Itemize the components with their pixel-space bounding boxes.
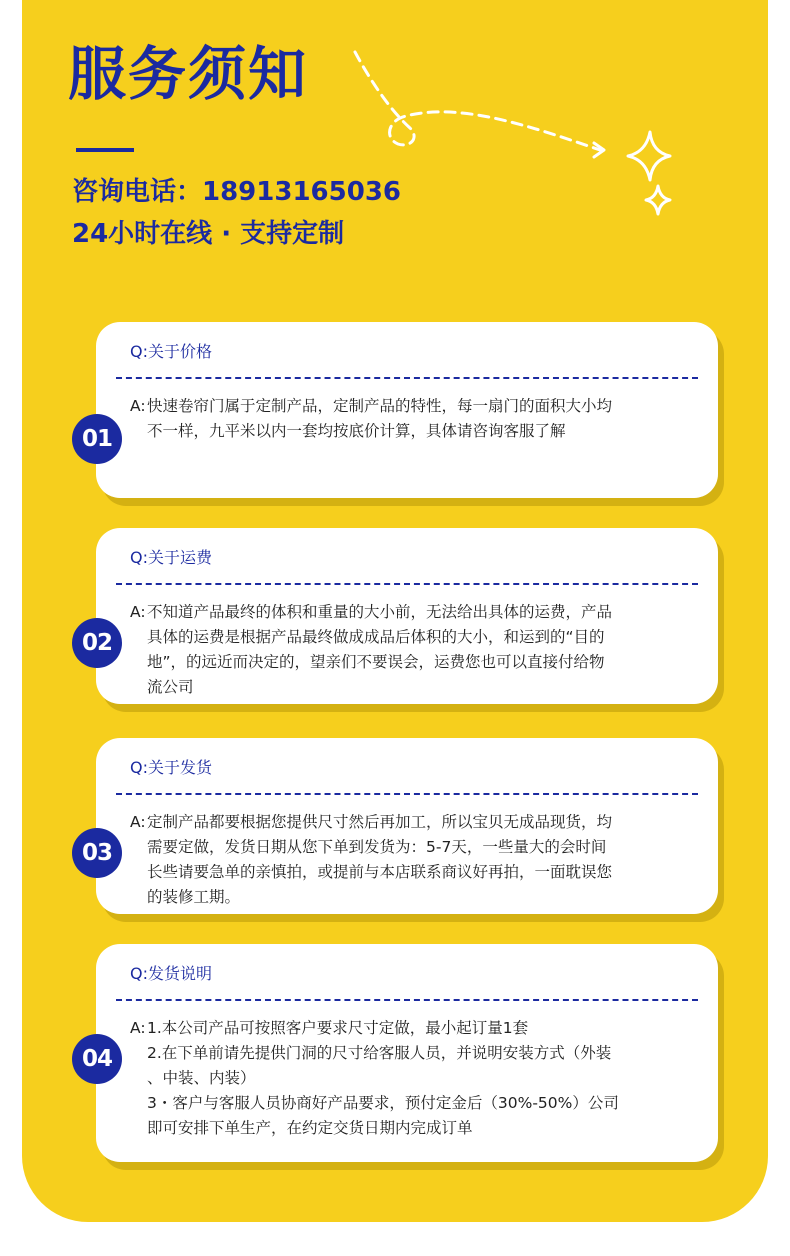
- answer-line: 、中装、内装）: [147, 1069, 256, 1087]
- faq-number-badge: 04: [72, 1034, 122, 1084]
- dashed-divider: [116, 793, 698, 795]
- answer-line: 流公司: [147, 678, 194, 696]
- faq-question: Q:关于运费: [130, 548, 212, 567]
- answer-line: 地”，的远近而决定的，望亲们不要误会，运费您也可以直接付给物: [147, 653, 605, 671]
- faq-number-badge: 02: [72, 618, 122, 668]
- faq-number-badge: 03: [72, 828, 122, 878]
- faq-card-delivery-notes: [96, 944, 718, 1162]
- answer-line: 2.在下单前请先提供门洞的尺寸给客服人员，并说明安装方式（外装: [147, 1044, 612, 1062]
- faq-card-delivery: [96, 738, 718, 914]
- faq-question: Q:关于发货: [130, 758, 212, 777]
- faq-answer: [130, 394, 696, 444]
- answer-line: 长些请要急单的亲慎拍，或提前与本店联系商议好再拍，一面耽误您: [147, 863, 613, 881]
- dashed-divider: [116, 377, 698, 379]
- answer-line: 快速卷帘门属于定制产品，定制产品的特性，每一扇门的面积大小均: [147, 397, 613, 415]
- faq-answer: [130, 600, 696, 700]
- title-underline: [76, 148, 134, 152]
- faq-number-badge: 01: [72, 414, 122, 464]
- faq-card-shipping-fee: [96, 528, 718, 704]
- tagline: 24小时在线 · 支持定制: [72, 219, 345, 249]
- answer-line: 定制产品都要根据您提供尺寸然后再加工，所以宝贝无成品现货，均: [147, 813, 613, 831]
- answer-prefix: A:: [130, 813, 146, 831]
- answer-line: 不一样，九平米以内一套均按底价计算，具体请咨询客服了解: [147, 422, 566, 440]
- answer-prefix: A:: [130, 1019, 146, 1037]
- answer-line: 需要定做，发货日期从您下单到发货为：5-7天，一些量大的会时间: [147, 838, 607, 856]
- faq-question: Q:发货说明: [130, 964, 212, 983]
- faq-answer: [130, 810, 696, 910]
- faq-answer: [130, 1016, 696, 1141]
- answer-line: 的装修工期。: [147, 888, 241, 906]
- phone-line: 咨询电话：18913165036: [72, 177, 401, 207]
- answer-line: 即可安排下单生产，在约定交货日期内完成订单: [147, 1119, 473, 1137]
- dashed-divider: [116, 999, 698, 1001]
- answer-line: 3・客户与客服人员协商好产品要求，预付定金后（30%-50%）公司: [147, 1094, 619, 1112]
- answer-line: 1.本公司产品可按照客户要求尺寸定做，最小起订量1套: [147, 1019, 529, 1037]
- answer-prefix: A:: [130, 603, 146, 621]
- answer-line: 不知道产品最终的体积和重量的大小前，无法给出具体的运费，产品: [147, 603, 613, 621]
- decorative-sparkle-icon: [340, 40, 700, 230]
- page-title: 服务须知: [68, 40, 309, 108]
- dashed-divider: [116, 583, 698, 585]
- faq-card-price: [96, 322, 718, 498]
- answer-prefix: A:: [130, 397, 146, 415]
- answer-line: 具体的运费是根据产品最终做成成品后体积的大小，和运到的“目的: [147, 628, 605, 646]
- faq-question: Q:关于价格: [130, 342, 212, 361]
